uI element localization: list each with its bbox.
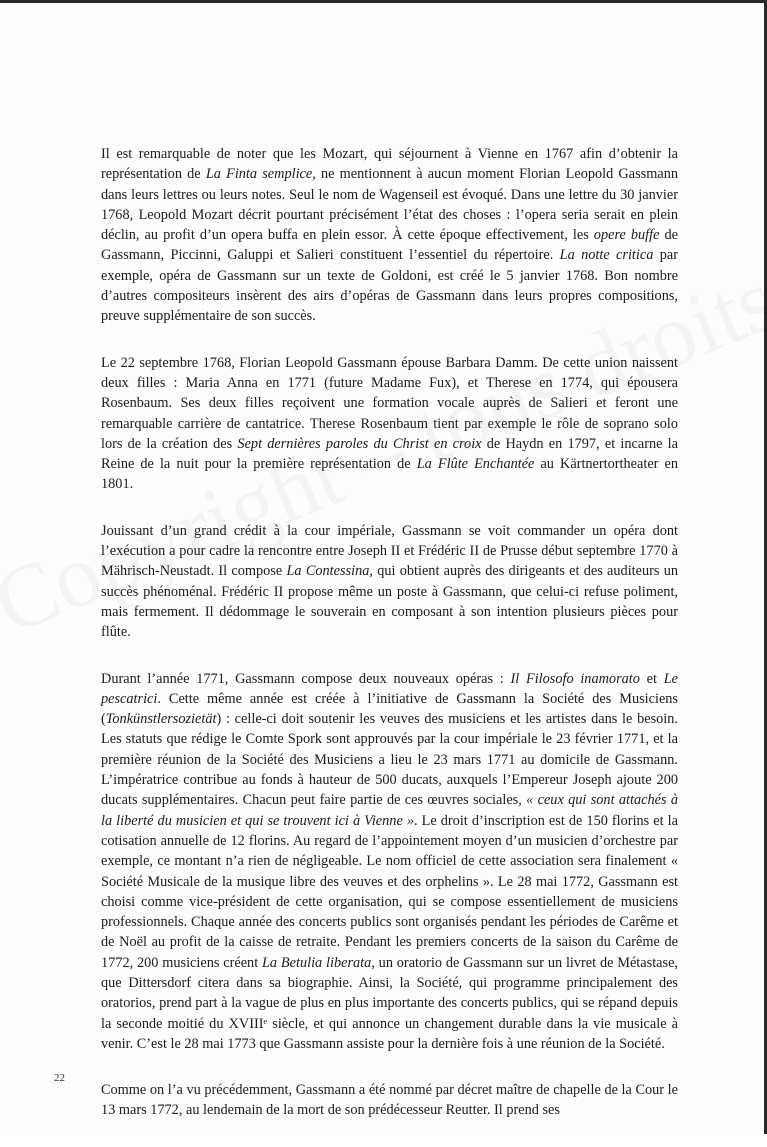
italic-title: Tonkünstlersozietät [105, 711, 217, 728]
paragraph-1 [101, 144, 678, 327]
text-run: Jouissant d’un grand crédit à la cour impériale, Gassmann se voit commander un opéra dont l’exécution a pour cadre la rencontre entre Joseph II et Frédéric II de Prusse début septembre 1770 à Mährisch-Neustadt. Il compose [101, 522, 678, 580]
text-run: et [639, 670, 664, 687]
paragraph-2 [101, 353, 678, 495]
text-run: , un oratorio de Gassmann sur un livret de Métastase, que Dittersdorf citera dans sa biographie. Ainsi, la Société, qui programme principalement des oratorios, prend part à la vague de plus en plus importante des concerts publics, qui se répand depuis la seconde moitié du XVIIIᵉ siècle, et qui annonce un changement durable dans la vie musicale à venir. C’est le 28 mai 1773 que Gassmann assiste pour la dernière fois à une réunion de la Société. [101, 954, 678, 1052]
text-run: Comme on l’a vu précédemment, Gassmann a été nommé par décret maître de chapelle de la Cour le 13 mars 1772, au lendemain de la mort de son prédécesseur Reutter. Il prend ses [101, 1082, 678, 1119]
text-run: . Cette même année est créée à l’initiative de Gassmann la Société des Musiciens ( [101, 690, 678, 728]
italic-title: opere buffe [593, 227, 660, 244]
italic-title: « ceux qui sont attachés à la liberté du musicien et qui se trouvent ici à Vienne » [101, 792, 678, 829]
text-run: de Gassmann, Piccinni, Galuppi et Salieri constituent l’essentiel du répertoire. [101, 227, 678, 264]
paragraph-5 [101, 1080, 678, 1121]
italic-title: Le pescatrici [101, 670, 678, 707]
paragraph-4 [101, 669, 678, 1055]
italic-title: Il Filosofo inamorato [510, 670, 640, 687]
body-text [101, 144, 678, 1147]
italic-title: La notte critica [559, 247, 654, 264]
text-run: . Le droit d’inscription est de 150 florins et la cotisation annuelle de 12 florins. Au regard de l’appointement moyen d’un musicien d’orchestre par exemple, ce montant n’a rien de négligeable. Le nom officiel de cette association sera finalement « Société Musicale de la musique libre des veuves et des orphelins ». Le 28 mai 1772, Gassmann est choisi comme vice-président de cette organisation, qui se compose essentiellement de musiciens professionnels. Chaque année des concerts publics sont organisés pendant les périodes de Carême et de Noël au profit de la caisse de retraite. Pendant les premiers concerts de la saison du Carême de 1772, 200 musiciens créent [101, 812, 678, 971]
text-run: ) : celle-ci doit soutenir les veuves des musiciens et les artistes dans le besoin. Les statuts que rédige le Comte Spork sont approuvés par la cour impériale le 23 février 1771, et la première réunion de la Société des Musiciens a lieu le 23 mars 1771 au domicile de Gassmann. L’impératrice contribue au fonds à hauteur de 500 ducats, auxquels l’Empereur Joseph ajoute 200 ducats supplémentaires. Chacun peut faire partie de ces œuvres sociales, [101, 711, 678, 809]
text-run: Le 22 septembre 1768, Florian Leopold Gassmann épouse Barbara Damm. De cette union naissent deux filles : Maria Anna en 1771 (future Madame Fux), et Therese en 1774, qui épousera Rosenbaum. Ses deux filles reçoivent une formation vocale auprès de Salieri et feront une remarquable carrière de cantatrice. Therese Rosenbaum tient par exemple le rôle de soprano solo lors de la création des [101, 354, 678, 452]
text-run: par exemple, opéra de Gassmann sur un texte de Goldoni, est créé le 5 janvier 1768. Bon nombre d’autres compositeurs insèrent des airs d’opéras de Gassmann dans leurs propres compositions, preuve supplémentaire de son succès. [101, 247, 678, 325]
text-run: au Kärtnertortheater en 1801. [101, 456, 678, 493]
italic-title: La Contessina [286, 563, 370, 580]
text-run: Durant l’année 1771, Gassmann compose deux nouveaux opéras : [101, 670, 511, 687]
text-run: Il est remarquable de noter que les Mozart, qui séjournent à Vienne en 1767 afin d’obtenir la représentation de [101, 146, 678, 183]
italic-title: Sept dernières paroles du Christ en croix [237, 435, 482, 452]
italic-title: La Finta semplice [205, 166, 313, 183]
page-number: 22 [54, 1072, 65, 1084]
text-run: de Haydn en 1797, et incarne la Reine de la nuit pour la première représentation de [101, 435, 678, 473]
text-run: , ne mentionnent à aucun moment Florian Leopold Gassmann dans leurs lettres ou leurs notes. Seul le nom de Wagenseil est évoqué. Dans une lettre du 30 janvier 1768, Leopold Mozart décrit pourtant précisément l’état des choses : l’opera seria serait en plein déclin, au profit d’un opera buffa en plein essor. À cette époque effectivement, les [101, 166, 678, 244]
italic-title: La Betulia liberata [261, 954, 372, 971]
text-run: , qui obtient auprès des dirigeants et des auditeurs un succès phénoménal. Frédéric II propose même un poste à Gassmann, que celui-ci refuse poliment, mais fermement. Il dédommage le souverain en composant à son intention plusieurs pièces pour flûte. [101, 563, 678, 641]
scan-edge-top [0, 0, 767, 3]
paragraph-3 [101, 521, 678, 643]
italic-title: La Flûte Enchantée [416, 456, 535, 473]
